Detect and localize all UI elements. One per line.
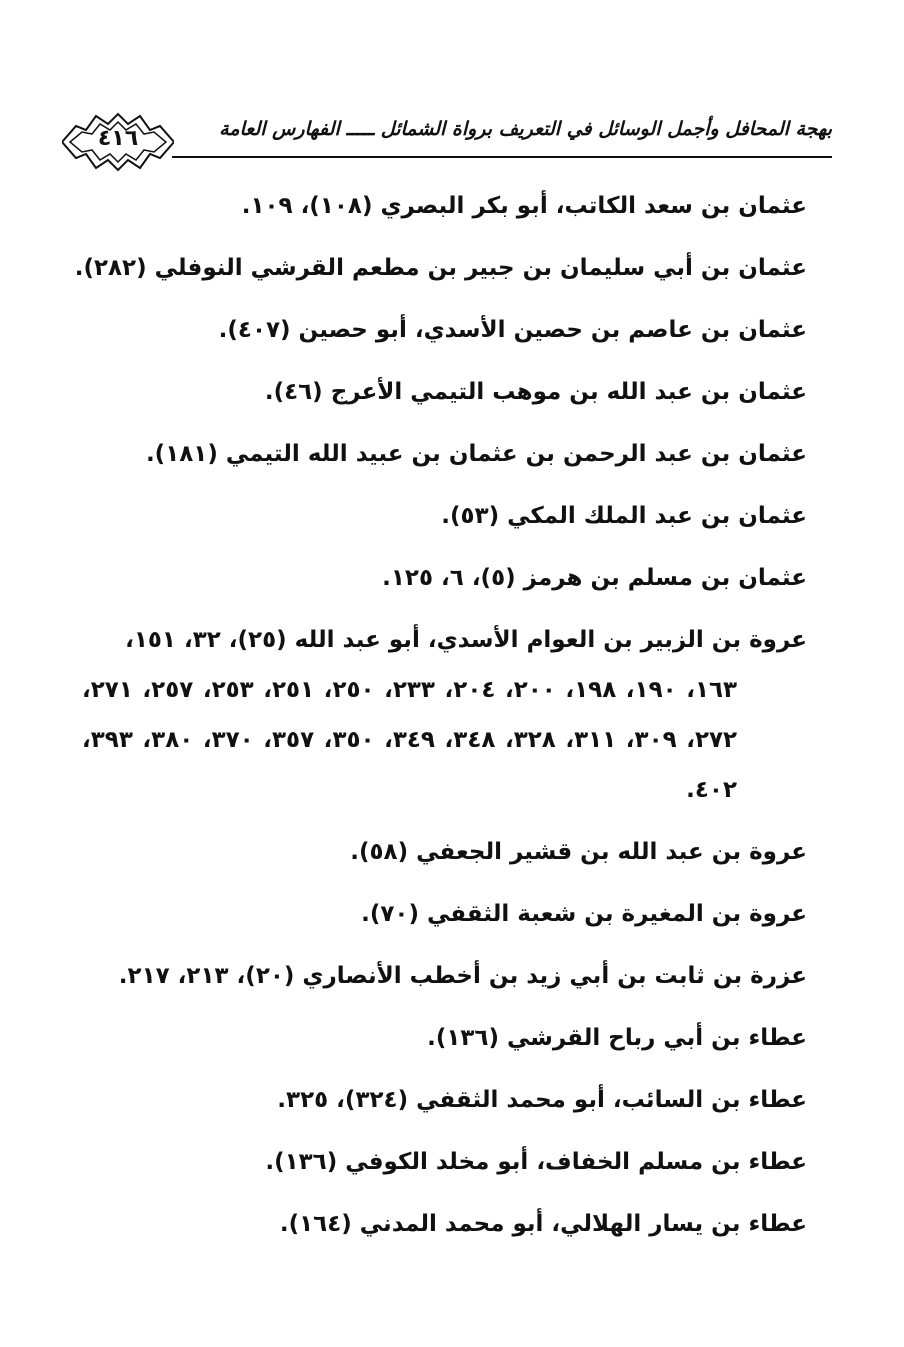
- index-entry: عثمان بن عاصم بن حصين الأسدي، أبو حصين (٤٠٧).: [218, 317, 807, 343]
- index-list: [74, 175, 807, 1255]
- page-number-badge: [62, 112, 174, 172]
- index-entry: عطاء بن السائب، أبو محمد الثقفي (٣٢٤)، ٣٢٥.: [277, 1087, 807, 1113]
- index-entry: عزرة بن ثابت بن أبي زيد بن أخطب الأنصاري (٢٠)، ٢١٣، ٢١٧.: [118, 963, 807, 989]
- index-entry: عثمان بن سعد الكاتب، أبو بكر البصري (١٠٨)، ١٠٩.: [241, 193, 807, 219]
- index-entry-multiline: [82, 609, 807, 821]
- index-entry: عروة بن المغيرة بن شعبة الثقفي (٧٠).: [361, 901, 807, 927]
- index-entry: عثمان بن عبد الله بن موهب التيمي الأعرج (٤٦).: [264, 379, 807, 405]
- index-entry: عثمان بن عبد الرحمن بن عثمان بن عبيد الله التيمي (١٨١).: [145, 441, 807, 467]
- index-entry: عطاء بن يسار الهلالي، أبو محمد المدني (١٦٤).: [279, 1211, 807, 1237]
- index-entry: عثمان بن عبد الملك المكي (٥٣).: [441, 503, 807, 529]
- index-entry: عطاء بن مسلم الخفاف، أبو مخلد الكوفي (١٣٦).: [265, 1149, 807, 1175]
- page-header: [62, 112, 832, 172]
- index-entry-continuation: ١٦٣، ١٩٠، ١٩٨، ٢٠٠، ٢٠٤، ٢٣٣، ٢٥٠، ٢٥١، ٢٥٣، ٢٥٧، ٢٧١، ٢٧٢، ٣٠٩، ٣١١، ٣٢٨، ٣٤٨، ٣٤٩، ٣٥٠، ٣٥٧، ٣٧٠، ٣٨٠، ٣٩٣، ٤٠٢.: [82, 677, 738, 803]
- index-entry: عثمان بن أبي سليمان بن جبير بن مطعم القرشي النوفلي (٢٨٢).: [74, 255, 807, 281]
- index-entry: عثمان بن مسلم بن هرمز (٥)، ٦، ١٢٥.: [382, 565, 807, 591]
- running-title: بهجة المحافل وأجمل الوسائل في التعريف برواة الشمائل ـــــ الفهارس العامة: [219, 118, 832, 140]
- header-rule: [172, 156, 832, 158]
- index-entry-lead: عروة بن الزبير بن العوام الأسدي، أبو عبد الله (٢٥)، ٣٢، ١٥١،: [125, 627, 807, 653]
- index-entry: عطاء بن أبي رباح القرشي (١٣٦).: [427, 1025, 807, 1051]
- page-number: ٤١٦: [97, 126, 139, 151]
- index-entry: عروة بن عبد الله بن قشير الجعفي (٥٨).: [350, 839, 807, 865]
